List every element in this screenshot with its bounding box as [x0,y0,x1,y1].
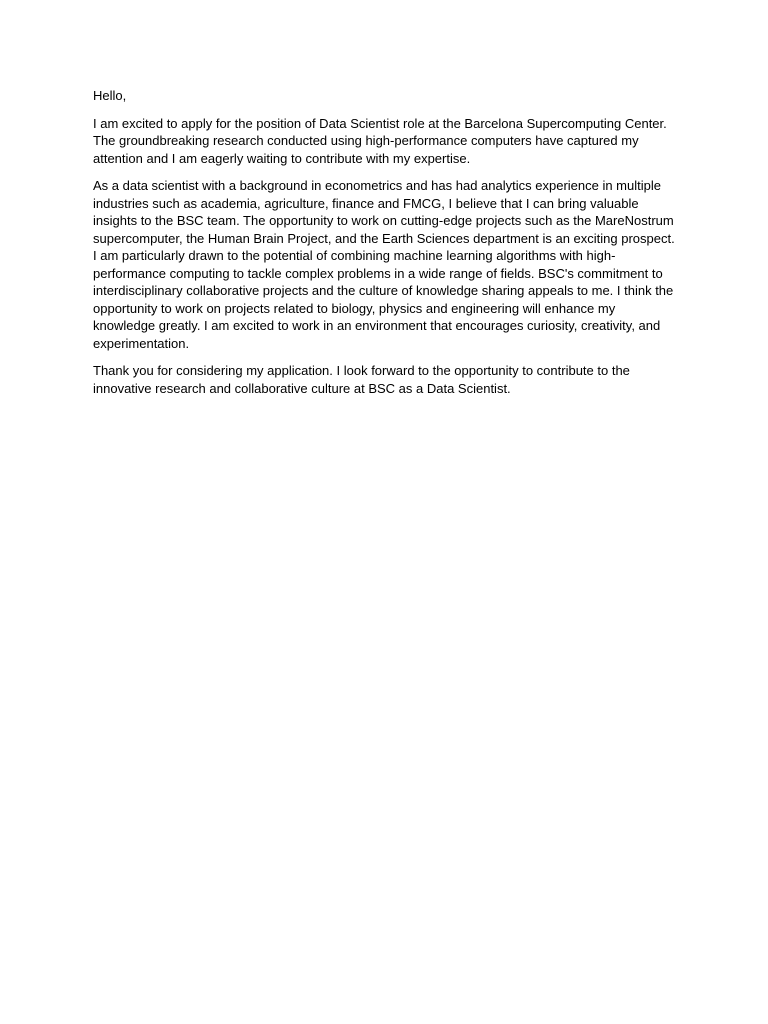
greeting: Hello, [93,88,127,103]
paragraph-closing: Thank you for considering my application. I look forward to the opportunity to contribute to the innovative research and collaborative culture at BSC as a Data Scientist. [93,363,630,396]
letter-body [93,87,678,407]
paragraph-experience: As a data scientist with a background in econometrics and has had analytics experience in multiple industries such as academia, agriculture, finance and FMCG, I believe that I can bring valuable insights to the BSC team. The opportunity to work on cutting-edge projects such as the MareNostrum supercomputer, the Human Brain Project, and the Earth Sciences department is an exciting prospect. I am particularly drawn to the potential of combining machine learning algorithms with high-performance computing to tackle complex problems in a wide range of fields. BSC's commitment to interdisciplinary collaborative projects and the culture of knowledge sharing appeals to me. I think the opportunity to work on projects related to biology, physics and engineering will enhance my knowledge greatly. I am excited to work in an environment that encourages curiosity, creativity, and experimentation. [93,178,675,351]
paragraph-intro: I am excited to apply for the position of Data Scientist role at the Barcelona Supercomputing Center. The groundbreaking research conducted using high-performance computers have captured my attention and I am eagerly waiting to contribute with my expertise. [93,115,667,166]
